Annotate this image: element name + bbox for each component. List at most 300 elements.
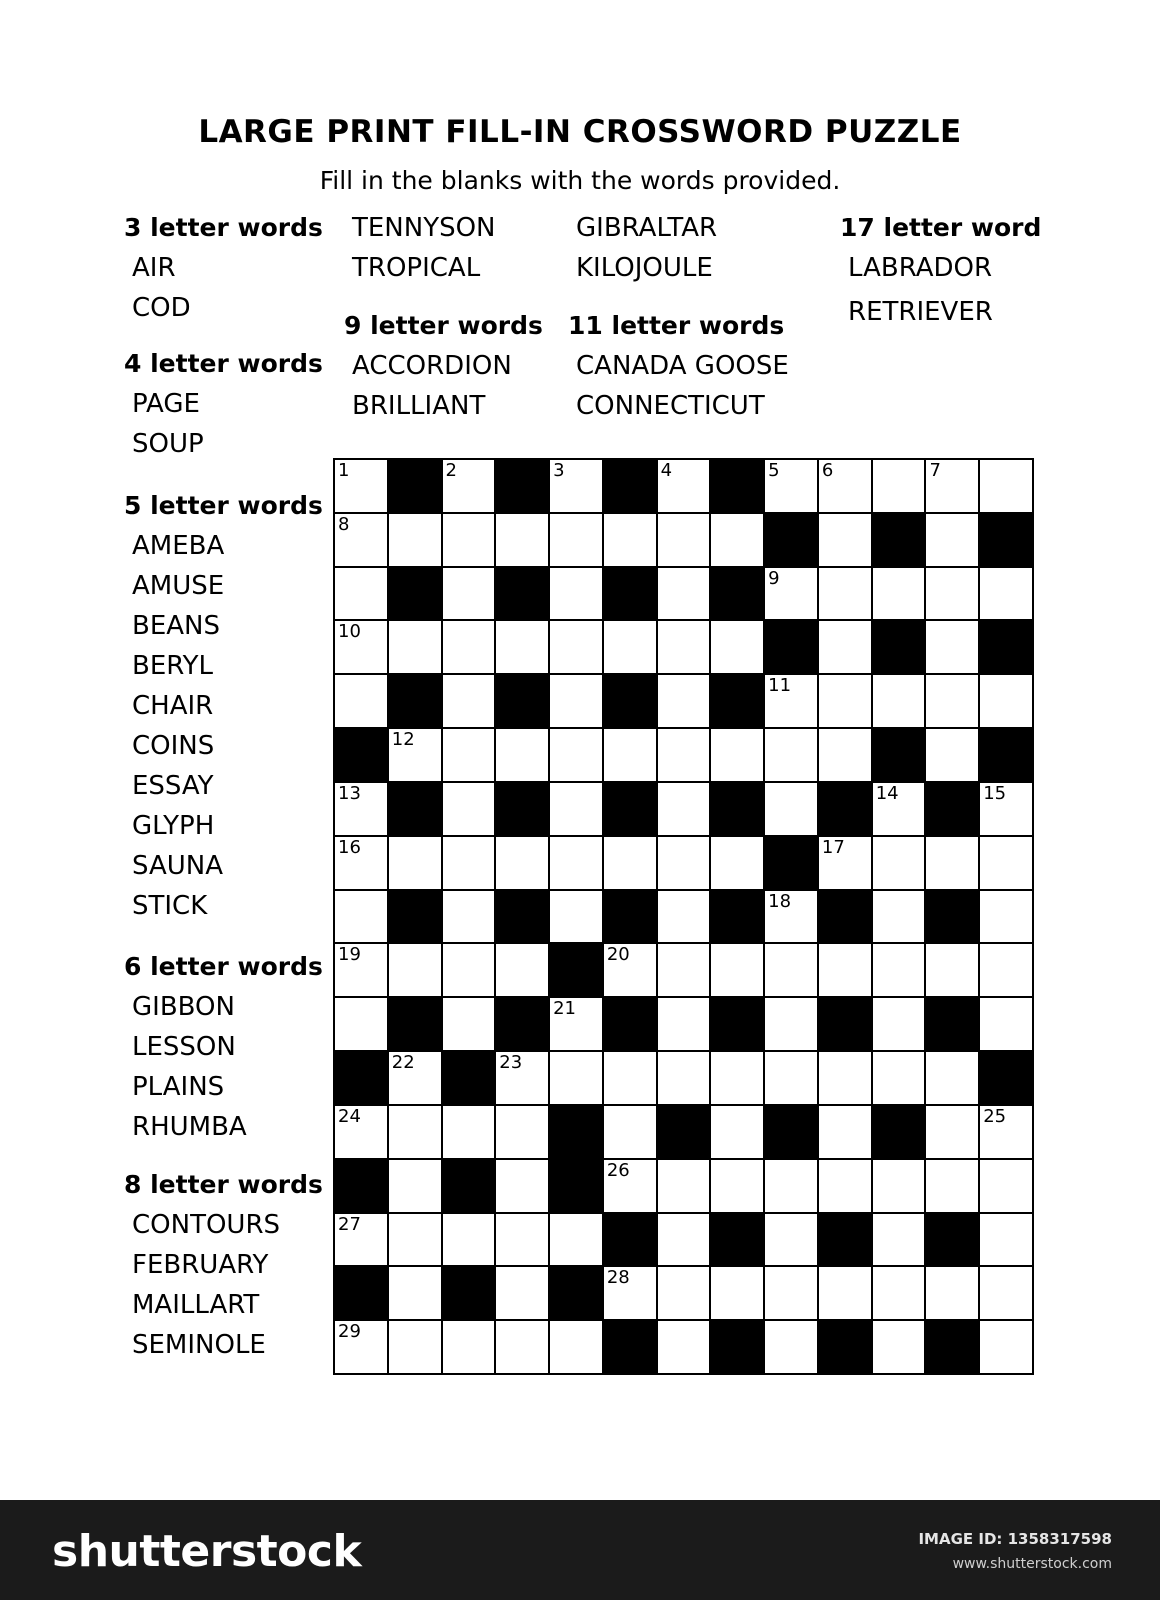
grid-cell[interactable] — [873, 460, 925, 512]
clue-number: 20 — [606, 944, 630, 966]
clue-number: 11 — [768, 675, 792, 697]
grid-cell[interactable] — [765, 944, 817, 996]
grid-cell[interactable] — [443, 729, 495, 781]
word: AMEBA — [132, 531, 225, 561]
clue-number: 16 — [338, 836, 361, 858]
grid-cell[interactable] — [604, 1267, 656, 1319]
word: AMUSE — [132, 571, 225, 601]
grid-cell[interactable] — [389, 514, 441, 566]
grid-cell[interactable] — [389, 1052, 441, 1104]
black-cell — [389, 891, 441, 943]
page-title: LARGE PRINT FILL-IN CROSSWORD PUZZLE — [198, 114, 962, 150]
word: BRILLIANT — [352, 391, 486, 421]
grid-cell[interactable] — [980, 837, 1032, 889]
grid-cell[interactable] — [335, 514, 387, 566]
grid-cell[interactable] — [819, 944, 871, 996]
word: GIBBON — [132, 992, 235, 1022]
grid-cell[interactable] — [604, 729, 656, 781]
grid-cell[interactable] — [926, 1160, 978, 1212]
grid-cell[interactable] — [765, 998, 817, 1050]
grid-cell[interactable] — [765, 783, 817, 835]
grid-cell[interactable] — [819, 514, 871, 566]
grid-cell[interactable] — [389, 837, 441, 889]
grid-cell[interactable] — [335, 998, 387, 1050]
grid-cell[interactable] — [658, 514, 710, 566]
grid-cell[interactable] — [765, 568, 817, 620]
grid-cell[interactable] — [443, 998, 495, 1050]
grid-cell[interactable] — [443, 675, 495, 727]
grid-cell[interactable] — [658, 1052, 710, 1104]
grid-cell[interactable] — [496, 1106, 548, 1158]
black-cell — [496, 675, 548, 727]
grid-cell[interactable] — [980, 1321, 1032, 1373]
grid-cell[interactable] — [980, 1214, 1032, 1266]
black-cell — [980, 1052, 1032, 1104]
word: BEANS — [132, 611, 221, 641]
clue-number: 26 — [606, 1159, 630, 1181]
black-cell — [819, 783, 871, 835]
image-id: IMAGE ID: 1358317598 — [918, 1530, 1112, 1548]
clue-number: 13 — [338, 782, 361, 804]
black-cell — [335, 729, 387, 781]
black-cell — [926, 1321, 978, 1373]
clue-number: 24 — [338, 1105, 361, 1127]
word-list-col3 — [568, 208, 717, 288]
word: PLAINS — [132, 1072, 225, 1102]
grid-cell[interactable] — [496, 1321, 548, 1373]
clue-number: 23 — [499, 1052, 523, 1074]
word: AIR — [132, 253, 176, 283]
grid-cell[interactable] — [926, 1052, 978, 1104]
group-heading: 11 letter words — [568, 311, 785, 340]
clue-number: 7 — [929, 460, 941, 481]
black-cell — [443, 1160, 495, 1212]
grid-cell[interactable] — [335, 1321, 387, 1373]
black-cell — [980, 621, 1032, 673]
black-cell — [980, 729, 1032, 781]
grid-cell[interactable] — [335, 1214, 387, 1266]
grid-cell[interactable] — [873, 1052, 925, 1104]
grid-cell[interactable] — [926, 944, 978, 996]
word: ACCORDION — [352, 351, 512, 381]
word: CONTOURS — [132, 1210, 281, 1240]
black-cell — [550, 1160, 602, 1212]
black-cell — [711, 568, 763, 620]
grid-cell[interactable] — [980, 675, 1032, 727]
grid-cell[interactable] — [819, 1267, 871, 1319]
grid-cell[interactable] — [711, 514, 763, 566]
clue-number: 22 — [391, 1052, 415, 1074]
word: RHUMBA — [132, 1112, 247, 1142]
word-list-col1-6 — [124, 947, 323, 1147]
word: RETRIEVER — [848, 297, 993, 327]
grid-cell[interactable] — [658, 1267, 710, 1319]
black-cell — [443, 1267, 495, 1319]
grid-cell[interactable] — [335, 568, 387, 620]
word-list-col1-8 — [124, 1165, 323, 1365]
grid-cell[interactable] — [819, 837, 871, 889]
word-list-col2 — [344, 208, 496, 288]
grid-cell[interactable] — [873, 675, 925, 727]
grid-cell[interactable] — [389, 1321, 441, 1373]
grid-cell[interactable] — [765, 1214, 817, 1266]
grid-cell[interactable] — [980, 891, 1032, 943]
clue-number: 27 — [338, 1213, 361, 1235]
grid-cell[interactable] — [550, 729, 602, 781]
grid-cell[interactable] — [765, 1321, 817, 1373]
grid-cell[interactable] — [658, 621, 710, 673]
word-list-col1-4 — [124, 344, 323, 464]
grid-cell[interactable] — [335, 1106, 387, 1158]
group-heading: 17 letter word — [840, 213, 1042, 242]
black-cell — [496, 891, 548, 943]
clue-number: 1 — [338, 460, 350, 481]
grid-cell[interactable] — [496, 514, 548, 566]
grid-cell[interactable] — [765, 1160, 817, 1212]
clue-number: 19 — [338, 944, 361, 966]
word: SOUP — [132, 429, 204, 459]
grid-cell[interactable] — [711, 729, 763, 781]
grid-cell[interactable] — [873, 568, 925, 620]
grid-cell[interactable] — [980, 1267, 1032, 1319]
grid-cell[interactable] — [443, 783, 495, 835]
grid-cell[interactable] — [765, 460, 817, 512]
crossword-grid — [333, 458, 1034, 1375]
word: COINS — [132, 731, 215, 761]
word: PAGE — [132, 389, 200, 419]
grid-cell[interactable] — [550, 568, 602, 620]
grid-cell[interactable] — [765, 891, 817, 943]
grid-cell[interactable] — [926, 568, 978, 620]
clue-number: 15 — [983, 782, 1007, 804]
grid-cell[interactable] — [550, 514, 602, 566]
group-heading: 6 letter words — [124, 952, 323, 981]
grid-cell[interactable] — [604, 1106, 656, 1158]
grid-cell[interactable] — [443, 891, 495, 943]
black-cell — [819, 1321, 871, 1373]
black-cell — [389, 568, 441, 620]
grid-cell[interactable] — [873, 1214, 925, 1266]
grid-cell[interactable] — [550, 998, 602, 1050]
grid-cell[interactable] — [389, 1214, 441, 1266]
grid-cell[interactable] — [711, 944, 763, 996]
black-cell — [389, 998, 441, 1050]
group-heading: 8 letter words — [124, 1170, 323, 1199]
clue-number: 8 — [338, 513, 350, 535]
black-cell — [711, 998, 763, 1050]
word: STICK — [132, 891, 208, 921]
black-cell — [819, 998, 871, 1050]
clue-number: 21 — [553, 998, 576, 1020]
grid-cell[interactable] — [711, 1267, 763, 1319]
black-cell — [765, 1106, 817, 1158]
grid-cell[interactable] — [658, 783, 710, 835]
grid-cell[interactable] — [496, 621, 548, 673]
grid-cell[interactable] — [873, 1267, 925, 1319]
grid-cell[interactable] — [550, 1052, 602, 1104]
grid-cell[interactable] — [658, 1160, 710, 1212]
black-cell — [604, 998, 656, 1050]
word: TROPICAL — [352, 253, 481, 283]
word: CHAIR — [132, 691, 214, 721]
grid-cell[interactable] — [335, 837, 387, 889]
grid-cell[interactable] — [658, 837, 710, 889]
grid-cell[interactable] — [604, 1160, 656, 1212]
word: GLYPH — [132, 811, 215, 841]
grid-cell[interactable] — [389, 729, 441, 781]
grid-cell[interactable] — [550, 891, 602, 943]
grid-cell[interactable] — [819, 460, 871, 512]
black-cell — [711, 891, 763, 943]
word: BERYL — [132, 651, 214, 681]
word: LABRADOR — [848, 253, 993, 283]
black-cell — [604, 1321, 656, 1373]
grid-cell[interactable] — [980, 944, 1032, 996]
black-cell — [926, 998, 978, 1050]
grid-cell[interactable] — [819, 621, 871, 673]
grid-cell[interactable] — [658, 1214, 710, 1266]
black-cell — [335, 1267, 387, 1319]
grid-cell[interactable] — [873, 891, 925, 943]
grid-cell[interactable] — [765, 675, 817, 727]
grid-cell[interactable] — [389, 621, 441, 673]
black-cell — [819, 1214, 871, 1266]
word: GIBRALTAR — [576, 213, 718, 243]
grid-cell[interactable] — [443, 1214, 495, 1266]
grid-cell[interactable] — [658, 944, 710, 996]
grid-cell[interactable] — [711, 837, 763, 889]
grid-cell[interactable] — [819, 1106, 871, 1158]
grid-cell[interactable] — [765, 1267, 817, 1319]
grid-cell[interactable] — [335, 621, 387, 673]
grid-cell[interactable] — [926, 621, 978, 673]
grid-cell[interactable] — [496, 1052, 548, 1104]
grid-cell[interactable] — [389, 944, 441, 996]
grid-cell[interactable] — [550, 783, 602, 835]
clue-number: 2 — [445, 460, 457, 481]
grid-cell[interactable] — [926, 1106, 978, 1158]
grid-cell[interactable] — [604, 1052, 656, 1104]
grid-cell[interactable] — [389, 1267, 441, 1319]
black-cell — [765, 621, 817, 673]
page-subtitle: Fill in the blanks with the words provided. — [319, 166, 841, 195]
black-cell — [443, 1052, 495, 1104]
grid-cell[interactable] — [443, 1106, 495, 1158]
grid-cell[interactable] — [550, 1214, 602, 1266]
group-heading: 5 letter words — [124, 491, 323, 520]
grid-cell[interactable] — [335, 460, 387, 512]
word: CONNECTICUT — [576, 391, 765, 421]
clue-number: 9 — [768, 567, 780, 589]
black-cell — [604, 1214, 656, 1266]
word-list-col1-5 — [124, 486, 323, 926]
grid-cell[interactable] — [443, 837, 495, 889]
grid-cell[interactable] — [926, 729, 978, 781]
group-heading: 3 letter words — [124, 213, 323, 242]
grid-cell[interactable] — [980, 1160, 1032, 1212]
black-cell — [496, 460, 548, 512]
grid-cell[interactable] — [873, 1160, 925, 1212]
footer-bar — [0, 1500, 1160, 1600]
grid-cell[interactable] — [496, 944, 548, 996]
grid-cell[interactable] — [335, 783, 387, 835]
word: MAILLART — [132, 1290, 260, 1320]
black-cell — [873, 514, 925, 566]
word: SAUNA — [132, 851, 224, 881]
clue-number: 10 — [338, 621, 361, 643]
grid-cell[interactable] — [926, 1267, 978, 1319]
grid-cell[interactable] — [926, 460, 978, 512]
grid-cell[interactable] — [765, 729, 817, 781]
grid-cell[interactable] — [496, 837, 548, 889]
grid-cell[interactable] — [335, 675, 387, 727]
grid-cell[interactable] — [658, 1321, 710, 1373]
grid-cell[interactable] — [550, 837, 602, 889]
grid-cell[interactable] — [819, 675, 871, 727]
black-cell — [765, 837, 817, 889]
clue-number: 28 — [606, 1267, 630, 1289]
clue-number: 25 — [983, 1105, 1007, 1127]
grid-cell[interactable] — [819, 729, 871, 781]
word: FEBRUARY — [132, 1250, 269, 1280]
grid-cell[interactable] — [550, 460, 602, 512]
clue-number: 4 — [660, 460, 673, 481]
grid-cell[interactable] — [604, 621, 656, 673]
word-list-col2-9 — [344, 306, 543, 426]
clue-number: 29 — [338, 1321, 361, 1343]
grid-cell[interactable] — [926, 514, 978, 566]
grid-cell[interactable] — [335, 944, 387, 996]
grid-cell[interactable] — [496, 1214, 548, 1266]
grid-cell[interactable] — [873, 837, 925, 889]
grid-cell[interactable] — [604, 837, 656, 889]
black-cell — [604, 891, 656, 943]
grid-cell[interactable] — [819, 1052, 871, 1104]
word: LESSON — [132, 1032, 236, 1062]
grid-cell[interactable] — [873, 783, 925, 835]
group-heading: 9 letter words — [344, 311, 543, 340]
grid-cell[interactable] — [819, 1160, 871, 1212]
black-cell — [711, 783, 763, 835]
black-cell — [335, 1052, 387, 1104]
grid-cell[interactable] — [873, 998, 925, 1050]
grid-cell[interactable] — [550, 1321, 602, 1373]
grid-cell[interactable] — [496, 729, 548, 781]
grid-cell[interactable] — [711, 1106, 763, 1158]
black-cell — [550, 944, 602, 996]
black-cell — [604, 783, 656, 835]
grid-cell[interactable] — [926, 675, 978, 727]
grid-cell[interactable] — [443, 460, 495, 512]
grid-cell[interactable] — [389, 1160, 441, 1212]
word: COD — [132, 293, 191, 323]
grid-cell[interactable] — [443, 514, 495, 566]
grid-cell[interactable] — [658, 675, 710, 727]
black-cell — [926, 891, 978, 943]
word: SEMINOLE — [132, 1330, 266, 1360]
grid-cell[interactable] — [873, 1321, 925, 1373]
word-list-col1 — [124, 208, 323, 328]
black-cell — [389, 783, 441, 835]
grid-cell[interactable] — [443, 621, 495, 673]
grid-cell[interactable] — [658, 998, 710, 1050]
black-cell — [550, 1267, 602, 1319]
grid-cell[interactable] — [496, 1267, 548, 1319]
group-heading: 4 letter words — [124, 349, 323, 378]
black-cell — [389, 675, 441, 727]
grid-cell[interactable] — [711, 1160, 763, 1212]
black-cell — [711, 460, 763, 512]
black-cell — [873, 621, 925, 673]
word: CANADA GOOSE — [576, 351, 789, 381]
grid-cell[interactable] — [873, 944, 925, 996]
black-cell — [550, 1106, 602, 1158]
black-cell — [980, 514, 1032, 566]
grid-cell[interactable] — [765, 1052, 817, 1104]
clue-number: 12 — [391, 729, 415, 751]
black-cell — [335, 1160, 387, 1212]
black-cell — [926, 783, 978, 835]
grid-cell[interactable] — [604, 944, 656, 996]
grid-cell[interactable] — [443, 568, 495, 620]
grid-cell[interactable] — [980, 460, 1032, 512]
grid-cell[interactable] — [980, 568, 1032, 620]
grid-cell[interactable] — [711, 1052, 763, 1104]
grid-cell[interactable] — [550, 675, 602, 727]
grid-cell[interactable] — [980, 1106, 1032, 1158]
clue-number: 6 — [821, 460, 834, 481]
grid-cell[interactable] — [604, 514, 656, 566]
grid-cell[interactable] — [658, 568, 710, 620]
black-cell — [873, 729, 925, 781]
grid-cell[interactable] — [819, 568, 871, 620]
grid-cell[interactable] — [443, 944, 495, 996]
shutterstock-logo: shutterstock — [52, 1526, 362, 1577]
black-cell — [389, 460, 441, 512]
clue-number: 5 — [768, 460, 780, 481]
grid-cell[interactable] — [980, 998, 1032, 1050]
black-cell — [604, 675, 656, 727]
black-cell — [604, 568, 656, 620]
grid-cell[interactable] — [389, 1106, 441, 1158]
word: TENNYSON — [352, 213, 496, 243]
grid-cell[interactable] — [658, 460, 710, 512]
grid-cell[interactable] — [658, 729, 710, 781]
black-cell — [765, 514, 817, 566]
grid-cell[interactable] — [711, 621, 763, 673]
site-url: www.shutterstock.com — [952, 1556, 1112, 1572]
grid-cell[interactable] — [980, 783, 1032, 835]
black-cell — [604, 460, 656, 512]
word-list-col3-11 — [568, 306, 789, 426]
clue-number: 3 — [553, 460, 565, 481]
black-cell — [496, 568, 548, 620]
grid-cell[interactable] — [926, 837, 978, 889]
black-cell — [658, 1106, 710, 1158]
black-cell — [926, 1214, 978, 1266]
word: KILOJOULE — [576, 253, 713, 283]
black-cell — [496, 998, 548, 1050]
grid-cell[interactable] — [658, 891, 710, 943]
clue-number: 14 — [875, 782, 899, 804]
black-cell — [819, 891, 871, 943]
grid-cell[interactable] — [550, 621, 602, 673]
black-cell — [711, 1214, 763, 1266]
grid-cell[interactable] — [335, 891, 387, 943]
grid-cell[interactable] — [443, 1321, 495, 1373]
black-cell — [873, 1106, 925, 1158]
grid-cell[interactable] — [496, 1160, 548, 1212]
